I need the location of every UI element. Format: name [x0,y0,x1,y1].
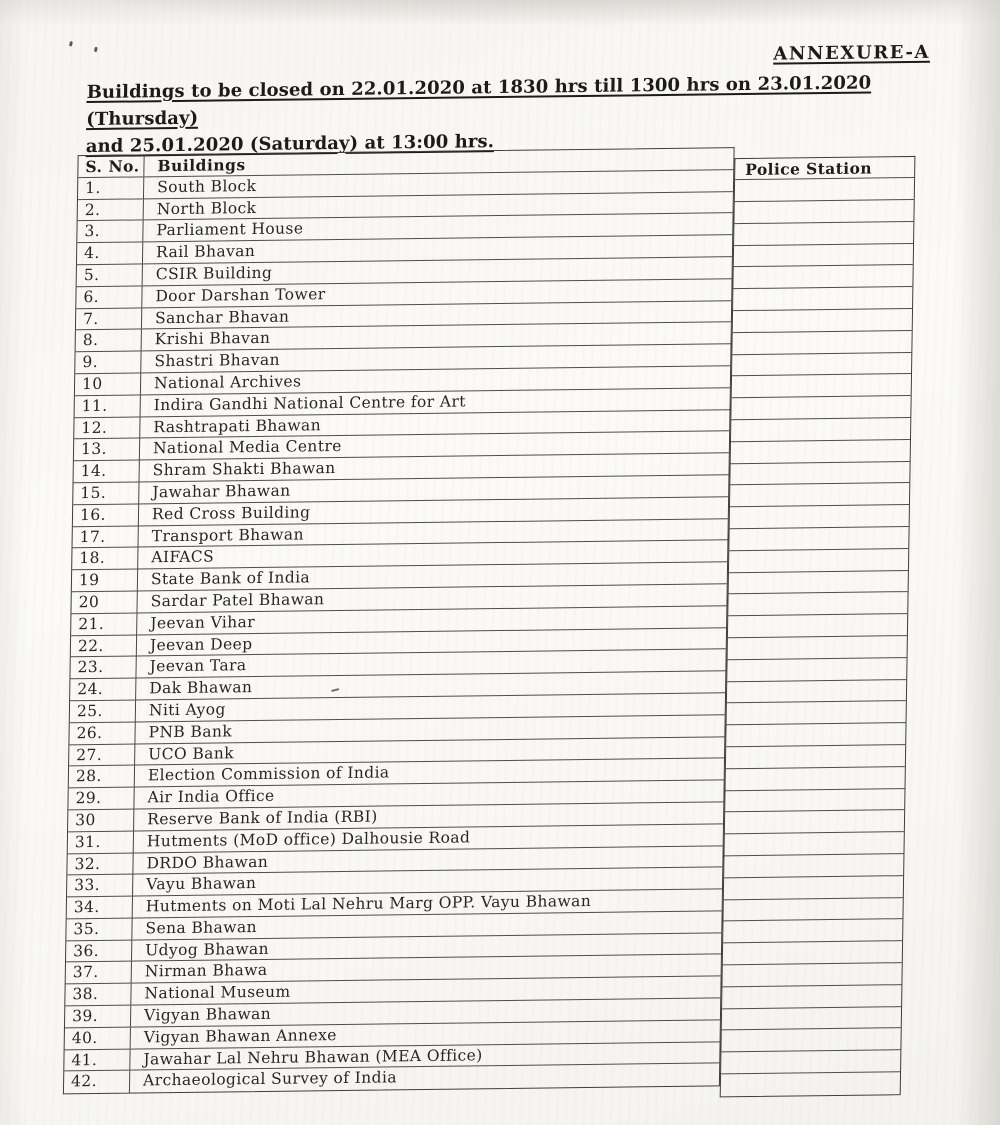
police-station-cell [732,331,911,355]
police-station-cell [721,1029,900,1053]
police-station-cell [729,527,908,551]
building-name-cell: Transport Bhawan [151,524,305,545]
building-name-cell: Jeevan Vihar [150,612,256,633]
building-name-cell: Vigyan Bhawan [143,1004,272,1025]
police-station-cell [722,1007,901,1031]
serial-number-cell: 22. [71,635,137,657]
building-name-cell: Parliament House [156,219,304,240]
serial-number-cell: 13. [74,439,140,461]
serial-number-cell: 3. [77,221,143,243]
police-station-cell [732,353,911,377]
building-name-cell: Jawahar Lal Nehru Bhawan (MEA Office) [143,1045,483,1069]
serial-number-cell: 32. [67,853,133,875]
police-station-cell [726,767,905,791]
serial-number-cell: 9. [75,352,141,374]
building-name-cell: Sena Bhawan [145,917,258,938]
serial-number-cell: 26. [69,722,135,744]
police-station-cell [729,549,908,573]
police-station-cell [731,418,910,442]
building-name-cell: Nirman Bhawa [144,961,268,981]
document-title [86,69,947,161]
building-name-cell: CSIR Building [155,263,273,284]
building-name-cell: AIFACS [151,547,215,567]
building-name-cell: UCO Bank [148,743,235,763]
police-station-cell [721,1050,900,1074]
police-station-cell [734,200,913,224]
building-name-cell: DRDO Bhawan [146,852,269,872]
police-station-cell [724,854,903,878]
serial-number-cell: 34. [67,897,133,919]
police-station-cell [733,265,912,289]
serial-number-cell: 11. [75,395,141,417]
serial-number-cell: 35. [66,918,132,940]
building-name-cell: Jawahar Bhawan [152,481,291,502]
police-station-cell [721,1072,900,1096]
police-station-cell [724,876,903,900]
police-station-cell [731,396,910,420]
serial-number-cell: 41. [64,1049,130,1071]
police-station-cell [725,789,904,813]
building-name-cell: Sanchar Bhavan [154,307,290,327]
serial-number-cell: 15. [73,482,139,504]
building-name-cell: Reserve Bank of India (RBI) [147,807,378,829]
serial-number-cell: 24. [70,679,136,701]
serial-number-cell: 38. [65,984,131,1006]
buildings-table-left [63,147,735,1095]
police-station-cell [726,723,905,747]
police-station-cell [730,483,909,507]
serial-number-cell: 23. [70,657,136,679]
serial-number-cell: 14. [74,461,140,483]
serial-number-cell: 42. [64,1071,130,1094]
serial-number-cell: 8. [76,330,142,352]
police-station-cell [731,440,910,464]
building-name-cell: Red Cross Building [151,503,311,524]
serial-number-cell: 12. [74,417,140,439]
police-station-cell [728,636,907,660]
building-name-cell: Niti Ayog [148,700,226,720]
serial-number-header: S. No. [78,155,144,177]
serial-number-cell: 4. [77,243,143,265]
police-station-cell [727,680,906,704]
police-station-cell [732,374,911,398]
police-station-cell [730,462,909,486]
building-name-cell: Sardar Patel Bhawan [150,590,325,611]
serial-number-cell: 2. [78,199,144,221]
police-station-cell [724,832,903,856]
police-station-header: Police Station [735,156,914,180]
police-station-cell [723,920,902,944]
serial-number-cell: 10 [75,373,141,395]
buildings-table-right [720,155,916,1097]
serial-number-cell: 37. [66,962,132,984]
annexure-label [0,42,930,74]
serial-number-cell: 7. [76,308,142,330]
serial-number-cell: 31. [68,831,134,853]
building-name-cell: Archaeological Survey of India [142,1068,398,1090]
building-name-cell: Rail Bhavan [155,242,256,262]
scan-speck [69,41,73,46]
serial-number-cell: 20 [71,591,137,613]
serial-number-cell: 17. [73,526,139,548]
title-line-2: and 25.01.2020 (Saturday) at 13:00 hrs. [85,131,495,158]
police-station-cell [729,571,908,595]
buildings-header: Buildings [157,155,246,176]
building-name-cell: Door Darshan Tower [155,284,326,306]
serial-number-cell: 6. [76,286,142,308]
building-name-cell: South Block [157,176,257,197]
building-name-cell: Udyog Bhawan [145,939,270,960]
building-name-cell: Krishi Bhavan [154,329,271,349]
annexure-text: ANNEXURE-A [773,41,931,65]
serial-number-cell: 27. [69,744,135,766]
police-station-cell [733,287,912,311]
building-name-cell: State Bank of India [150,568,311,589]
police-station-cell [722,963,901,987]
building-name-cell: Air India Office [147,786,275,807]
building-name-cell: PNB Bank [148,722,233,742]
police-station-cell [723,941,902,965]
police-station-cell [722,985,901,1009]
serial-number-cell: 33. [67,875,133,897]
building-name-cell: National Media Centre [152,437,342,458]
serial-number-cell: 18. [72,548,138,570]
police-station-cell [726,745,905,769]
police-station-cell [728,614,907,638]
building-name-cell: Hutments (MoD office) Dalhousie Road [146,828,471,851]
police-station-cell [735,178,914,202]
building-name-cell: Vayu Bhawan [146,874,257,894]
serial-number-cell: 28. [69,766,135,788]
serial-number-cell: 21. [71,613,137,635]
police-station-cell [734,222,913,246]
building-name-cell: National Archives [153,372,302,393]
serial-number-cell: 5. [77,264,143,286]
police-station-cell [725,811,904,835]
police-station-cell [730,505,909,529]
serial-number-cell: 19 [72,570,138,592]
building-name-cell: Hutments on Moti Lal Nehru Marg OPP. Vayu Bhawan [145,892,592,916]
building-name-cell: Jeevan Deep [149,634,253,654]
serial-number-cell: 1. [78,177,144,199]
building-name-cell: North Block [156,198,257,218]
title-line-1: Buildings to be closed on 22.01.2020 at 1830 hrs till 1300 hrs on 23.01.2020 (Thursday) [86,72,872,131]
serial-number-cell: 30 [68,809,134,831]
police-station-cell [727,658,906,682]
building-name-cell: Election Commission of India [147,763,390,785]
building-name-cell: Shastri Bhavan [154,350,281,371]
building-name-cell: Shram Shakti Bhawan [152,459,336,480]
serial-number-cell: 36. [66,940,132,962]
building-name-cell: Rashtrapati Bhawan [153,415,322,436]
serial-number-cell: 16. [73,504,139,526]
building-name-cell: Jeevan Tara [149,656,247,676]
building-name-cell: Vigyan Bhawan Annexe [143,1025,337,1047]
building-name-cell: Dak Bhawan [149,678,253,698]
serial-number-cell: 25. [70,700,136,722]
police-station-cell [733,309,912,333]
police-station-cell [727,702,906,726]
serial-number-cell: 40. [65,1027,131,1049]
police-station-cell [728,593,907,617]
police-station-cell [734,244,913,268]
building-name-cell: Indira Gandhi National Centre for Art [153,392,467,415]
police-station-cell [723,898,902,922]
serial-number-cell: 39. [65,1006,131,1028]
building-name-cell: National Museum [144,982,291,1003]
serial-number-cell: 29. [68,788,134,810]
